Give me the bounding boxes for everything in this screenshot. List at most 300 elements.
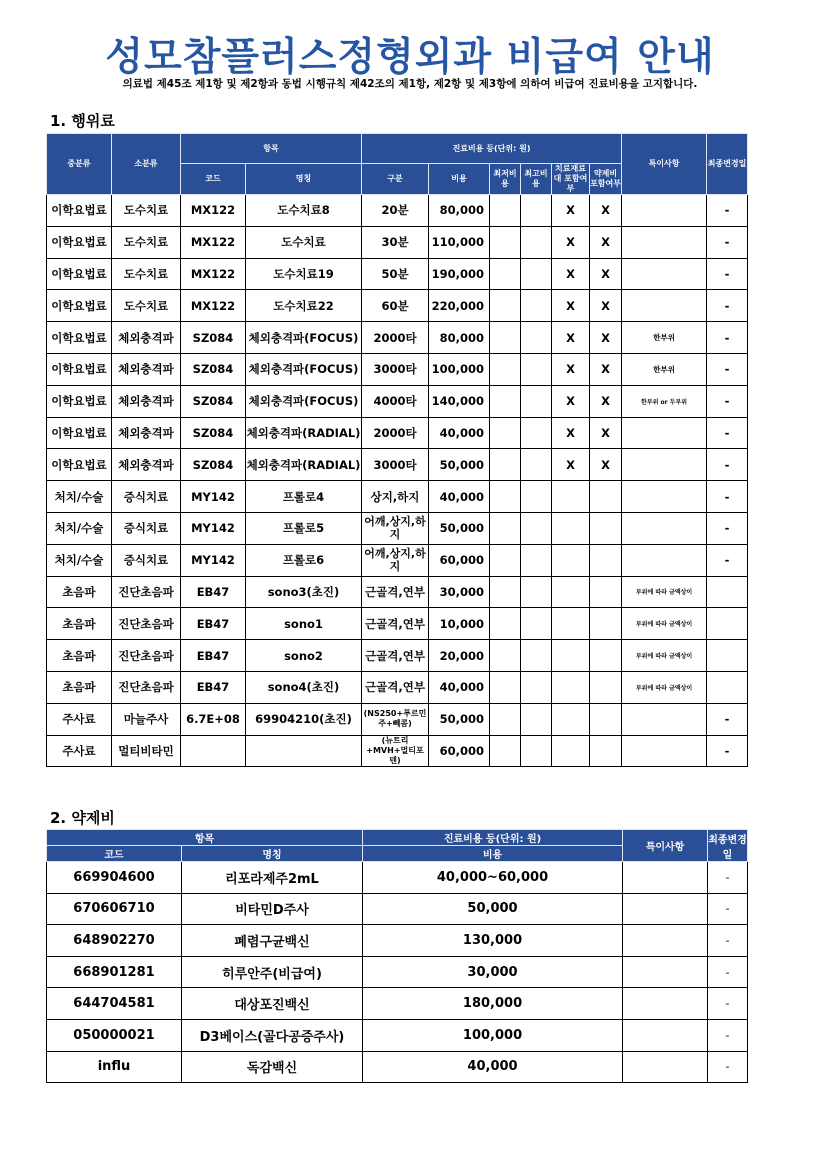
table-cell: X [590,322,622,354]
table-cell [521,735,552,767]
table-cell [552,576,590,608]
table-cell [490,226,521,258]
table-cell [707,671,748,703]
table-cell [590,576,622,608]
table-cell [623,862,708,894]
table-cell: 처치/수술 [47,512,112,544]
table-cell [552,671,590,703]
table-cell [521,385,552,417]
table-cell [590,735,622,767]
table-cell: 도수치료19 [246,258,362,290]
table-cell: 050000021 [47,1019,182,1051]
table-cell [521,449,552,481]
table-cell: X [590,195,622,227]
table-row [47,1051,748,1083]
table-cell: 부위에 따라 금액상이 [622,576,707,608]
table-cell [521,417,552,449]
table-cell: - [708,1019,748,1051]
col-item-group: 항목 [181,134,362,164]
table-cell: X [552,290,590,322]
table-cell: 40,000 [363,1051,623,1083]
table-cell: 부위에 따라 금액상이 [622,608,707,640]
table-cell [552,703,590,735]
table-cell: 초음파 [47,576,112,608]
section2-heading: 2. 약제비 [50,809,115,827]
table-cell: - [707,226,748,258]
table-cell [490,385,521,417]
table-cell: - [708,988,748,1020]
table-cell: 40,000 [429,481,490,513]
table-cell: 진단초음파 [112,671,181,703]
table-cell [552,544,590,576]
table-cell [521,481,552,513]
table-cell [552,640,590,672]
table-cell: sono4(초진) [246,671,362,703]
table-cell [490,322,521,354]
table-cell [490,671,521,703]
table-cell: - [707,385,748,417]
table-cell: - [707,353,748,385]
table-cell: 체외충격파 [112,385,181,417]
col-code: 코드 [181,164,246,195]
table-cell: 증식치료 [112,512,181,544]
table-cell: 진단초음파 [112,608,181,640]
col-cost-group: 진료비용 등(단위: 원) [362,134,622,164]
table-cell [590,481,622,513]
table-row [47,226,748,258]
page-title: 성모참플러스정형외과 비급여 안내 [105,35,715,80]
table-cell: 30,000 [429,576,490,608]
table-cell: 2000타 [362,322,429,354]
table-cell [590,671,622,703]
table-cell: 100,000 [429,353,490,385]
table-row [47,671,748,703]
table-cell: X [552,385,590,417]
table-cell [246,735,362,767]
table-cell: - [708,862,748,894]
table-cell: - [708,956,748,988]
table-cell: 한부위 [622,353,707,385]
table-cell: 근골격,연부 [362,608,429,640]
col-cost-group: 진료비용 등(단위: 원) [363,830,623,846]
table-cell: 진단초음파 [112,640,181,672]
table-cell: 체외충격파(FOCUS) [246,322,362,354]
table-cell: 프롤로6 [246,544,362,576]
table-cell: influ [47,1051,182,1083]
table-cell: 어깨,상지,하지 [362,512,429,544]
table-cell [590,640,622,672]
table-cell [521,608,552,640]
table-row [47,322,748,354]
table-cell: 4000타 [362,385,429,417]
table-row [47,735,748,767]
table-cell: - [707,703,748,735]
table-cell: 20분 [362,195,429,227]
table-cell: X [590,449,622,481]
table-cell: 50,000 [429,512,490,544]
col-material-included: 치료재료대 포함여부 [552,164,590,195]
col-min-cost: 최저비용 [490,164,521,195]
table-cell: 체외충격파(RADIAL) [246,449,362,481]
table-cell: 이학요법료 [47,353,112,385]
table-cell: 근골격,연부 [362,671,429,703]
table-cell: 60,000 [429,735,490,767]
table-cell [490,512,521,544]
table-cell [622,512,707,544]
table-cell [181,735,246,767]
table-cell [521,671,552,703]
table-cell: (뉴트리+MVH+멀티포텐) [362,735,429,767]
table-cell: - [708,1051,748,1083]
col-type: 구분 [362,164,429,195]
table-cell: 체외충격파 [112,417,181,449]
table-cell [490,195,521,227]
col-note: 특이사항 [622,134,707,195]
table-cell: X [552,322,590,354]
col-name: 명칭 [246,164,362,195]
table-cell: 668901281 [47,956,182,988]
table-cell: 증식치료 [112,544,181,576]
table-cell: X [552,226,590,258]
table-cell [707,608,748,640]
legal-notice: 의료법 제45조 제1항 및 제2항과 동법 시행규칙 제42조의 제1항, 제2항 및 제3항에 의하여 비급여 진료비용을 고지합니다. [122,78,698,90]
table-cell [490,258,521,290]
table-cell: 40,000~60,000 [363,862,623,894]
table-cell: 이학요법료 [47,417,112,449]
table-cell: - [707,322,748,354]
table-cell: 프롤로5 [246,512,362,544]
col-last-changed: 최종변경일 [707,134,748,195]
table-cell [490,481,521,513]
table-cell: 도수치료 [246,226,362,258]
table-cell: 2000타 [362,417,429,449]
table-row [47,449,748,481]
table-cell: X [552,417,590,449]
table-cell: X [590,417,622,449]
table-row [47,481,748,513]
col-sub-category: 소분류 [112,134,181,195]
table-cell [521,703,552,735]
table-row [47,353,748,385]
table-cell: - [708,925,748,957]
table-cell: MY142 [181,481,246,513]
table-row [47,195,748,227]
table-cell: 대상포진백신 [182,988,363,1020]
table-cell [590,703,622,735]
table-cell: - [708,893,748,925]
table-cell: 초음파 [47,640,112,672]
col-item-group: 항목 [47,830,363,846]
table-cell: X [552,353,590,385]
table-cell: 이학요법료 [47,195,112,227]
table-row [47,703,748,735]
table-cell [622,449,707,481]
table-cell [552,735,590,767]
table-row [47,925,748,957]
table-cell: 이학요법료 [47,385,112,417]
table-cell: 주사료 [47,735,112,767]
table-cell: 도수치료 [112,290,181,322]
table-cell: SZ084 [181,449,246,481]
table-cell: 부위에 따라 금액상이 [622,671,707,703]
table-cell: X [590,385,622,417]
table-cell [590,608,622,640]
table-cell: X [590,258,622,290]
table-cell: X [552,258,590,290]
table-cell: 독감백신 [182,1051,363,1083]
table-cell [622,195,707,227]
table-row [47,956,748,988]
table-cell: 한부위 [622,322,707,354]
table-cell: 110,000 [429,226,490,258]
table-cell: 어깨,상지,하지 [362,544,429,576]
table-cell [490,290,521,322]
table-cell: 도수치료 [112,195,181,227]
table-cell [521,544,552,576]
table-cell: 프롤로4 [246,481,362,513]
table-cell [521,226,552,258]
table-cell: - [707,481,748,513]
table-row [47,576,748,608]
table-cell: 주사료 [47,703,112,735]
table-cell: SZ084 [181,353,246,385]
table-cell: 30,000 [363,956,623,988]
table-cell: MX122 [181,226,246,258]
table-cell: EB47 [181,640,246,672]
table-cell: 6.7E+08 [181,703,246,735]
table-cell: SZ084 [181,417,246,449]
table-row [47,862,748,894]
table-cell: 근골격,연부 [362,576,429,608]
col-cost: 비용 [363,846,623,862]
table-cell: X [552,449,590,481]
table-cell: 644704581 [47,988,182,1020]
table-cell: 진단초음파 [112,576,181,608]
table-cell [521,322,552,354]
col-name: 명칭 [182,846,363,862]
table-cell [707,576,748,608]
table-cell: - [707,258,748,290]
table-cell: 체외충격파(FOCUS) [246,385,362,417]
table-cell: D3베이스(골다공증주사) [182,1019,363,1051]
table-row [47,1019,748,1051]
table-cell: 50,000 [363,893,623,925]
table-cell: 비타민D주사 [182,893,363,925]
col-drug-included: 약제비 포함여부 [590,164,622,195]
table-row [47,290,748,322]
table-cell: 초음파 [47,608,112,640]
procedure-fee-table [46,133,748,767]
table-cell: 도수치료8 [246,195,362,227]
table-cell: - [707,417,748,449]
table-cell [521,258,552,290]
table-row [47,608,748,640]
table-cell: 69904210(초진) [246,703,362,735]
table-cell: 처치/수술 [47,544,112,576]
col-mid-category: 중분류 [47,134,112,195]
table-cell: MY142 [181,512,246,544]
col-max-cost: 최고비용 [521,164,552,195]
table-cell: 체외충격파 [112,353,181,385]
table-cell [521,290,552,322]
table-cell: MY142 [181,544,246,576]
table-cell: 체외충격파(FOCUS) [246,353,362,385]
table-cell: - [707,735,748,767]
table-cell: SZ084 [181,322,246,354]
table-cell [521,195,552,227]
table-cell [707,640,748,672]
table-cell: - [707,290,748,322]
table-cell [490,544,521,576]
table-cell: 체외충격파 [112,449,181,481]
table-row [47,893,748,925]
table-cell: 이학요법료 [47,258,112,290]
table-cell: 100,000 [363,1019,623,1051]
table-cell [623,988,708,1020]
table-cell [623,1019,708,1051]
drug-fee-table [46,829,748,1083]
table-cell: sono1 [246,608,362,640]
table-cell: 40,000 [429,417,490,449]
table-cell: 80,000 [429,322,490,354]
table-cell: 60분 [362,290,429,322]
col-last-changed: 최종변경일 [708,830,748,862]
table-cell: - [707,544,748,576]
table-cell [622,544,707,576]
table-cell [490,417,521,449]
table-row [47,385,748,417]
table-cell: 670606710 [47,893,182,925]
table-cell: - [707,195,748,227]
table-cell: 한부위 or 두부위 [622,385,707,417]
table-cell [623,925,708,957]
table-cell: (NS250+푸르민주+뻬콤) [362,703,429,735]
table-cell: 폐렴구균백신 [182,925,363,957]
table-cell: 증식치료 [112,481,181,513]
col-note: 특이사항 [623,830,708,862]
table-cell: 3000타 [362,449,429,481]
table-cell: 처치/수술 [47,481,112,513]
table-cell: 상지,하지 [362,481,429,513]
table-cell: X [590,353,622,385]
table-cell [622,703,707,735]
table-cell: 3000타 [362,353,429,385]
table-cell: 도수치료 [112,226,181,258]
table-cell [490,703,521,735]
section1-heading: 1. 행위료 [50,112,115,130]
table-row [47,258,748,290]
table-cell [552,481,590,513]
table-row [47,544,748,576]
table-cell [623,956,708,988]
table-cell [490,353,521,385]
table-cell: 140,000 [429,385,490,417]
table-cell: 50분 [362,258,429,290]
table-cell: 이학요법료 [47,449,112,481]
table-cell: 이학요법료 [47,290,112,322]
table-cell [622,481,707,513]
table-cell: 히루안주(비급여) [182,956,363,988]
table-cell: MX122 [181,258,246,290]
table-cell: 부위에 따라 금액상이 [622,640,707,672]
table-cell: 초음파 [47,671,112,703]
col-code: 코드 [47,846,182,862]
col-cost: 비용 [429,164,490,195]
table-cell: 근골격,연부 [362,640,429,672]
table-cell [490,735,521,767]
table-row [47,512,748,544]
table-cell: 50,000 [429,449,490,481]
table-cell: 190,000 [429,258,490,290]
table-cell: 180,000 [363,988,623,1020]
table-cell [590,512,622,544]
table-cell [622,290,707,322]
table-cell: X [590,290,622,322]
table-cell: 도수치료22 [246,290,362,322]
table-cell: 30분 [362,226,429,258]
table-cell: MX122 [181,290,246,322]
table-row [47,988,748,1020]
table-cell: 130,000 [363,925,623,957]
table-cell: EB47 [181,576,246,608]
table-cell: EB47 [181,671,246,703]
table-row [47,417,748,449]
table-cell: 체외충격파 [112,322,181,354]
table-cell: 20,000 [429,640,490,672]
table-cell [590,544,622,576]
table-cell: 220,000 [429,290,490,322]
table-cell: 멀티비타민 [112,735,181,767]
table-cell [490,449,521,481]
table-cell: EB47 [181,608,246,640]
table-cell [622,735,707,767]
table-cell: X [552,195,590,227]
table-cell [622,417,707,449]
table-cell: 리포라제주2mL [182,862,363,894]
table-cell [490,608,521,640]
table-cell: X [590,226,622,258]
table-cell [622,226,707,258]
table-cell [623,893,708,925]
table-cell: 이학요법료 [47,322,112,354]
table-cell [622,258,707,290]
table-cell [490,640,521,672]
table-cell: sono3(초진) [246,576,362,608]
table-cell [552,608,590,640]
table-cell: 도수치료 [112,258,181,290]
table-cell [521,576,552,608]
table-cell [521,640,552,672]
table-cell: 80,000 [429,195,490,227]
table-cell: - [707,449,748,481]
table-cell: - [707,512,748,544]
table-cell [521,512,552,544]
table-cell: 체외충격파(RADIAL) [246,417,362,449]
table-cell [552,512,590,544]
table-cell: MX122 [181,195,246,227]
table-cell: sono2 [246,640,362,672]
table-cell: 669904600 [47,862,182,894]
table-cell [623,1051,708,1083]
table-cell: 60,000 [429,544,490,576]
table-cell: SZ084 [181,385,246,417]
table-cell [521,353,552,385]
table-cell: 648902270 [47,925,182,957]
table-cell [490,576,521,608]
table-cell: 10,000 [429,608,490,640]
table-cell: 마늘주사 [112,703,181,735]
table-cell: 40,000 [429,671,490,703]
